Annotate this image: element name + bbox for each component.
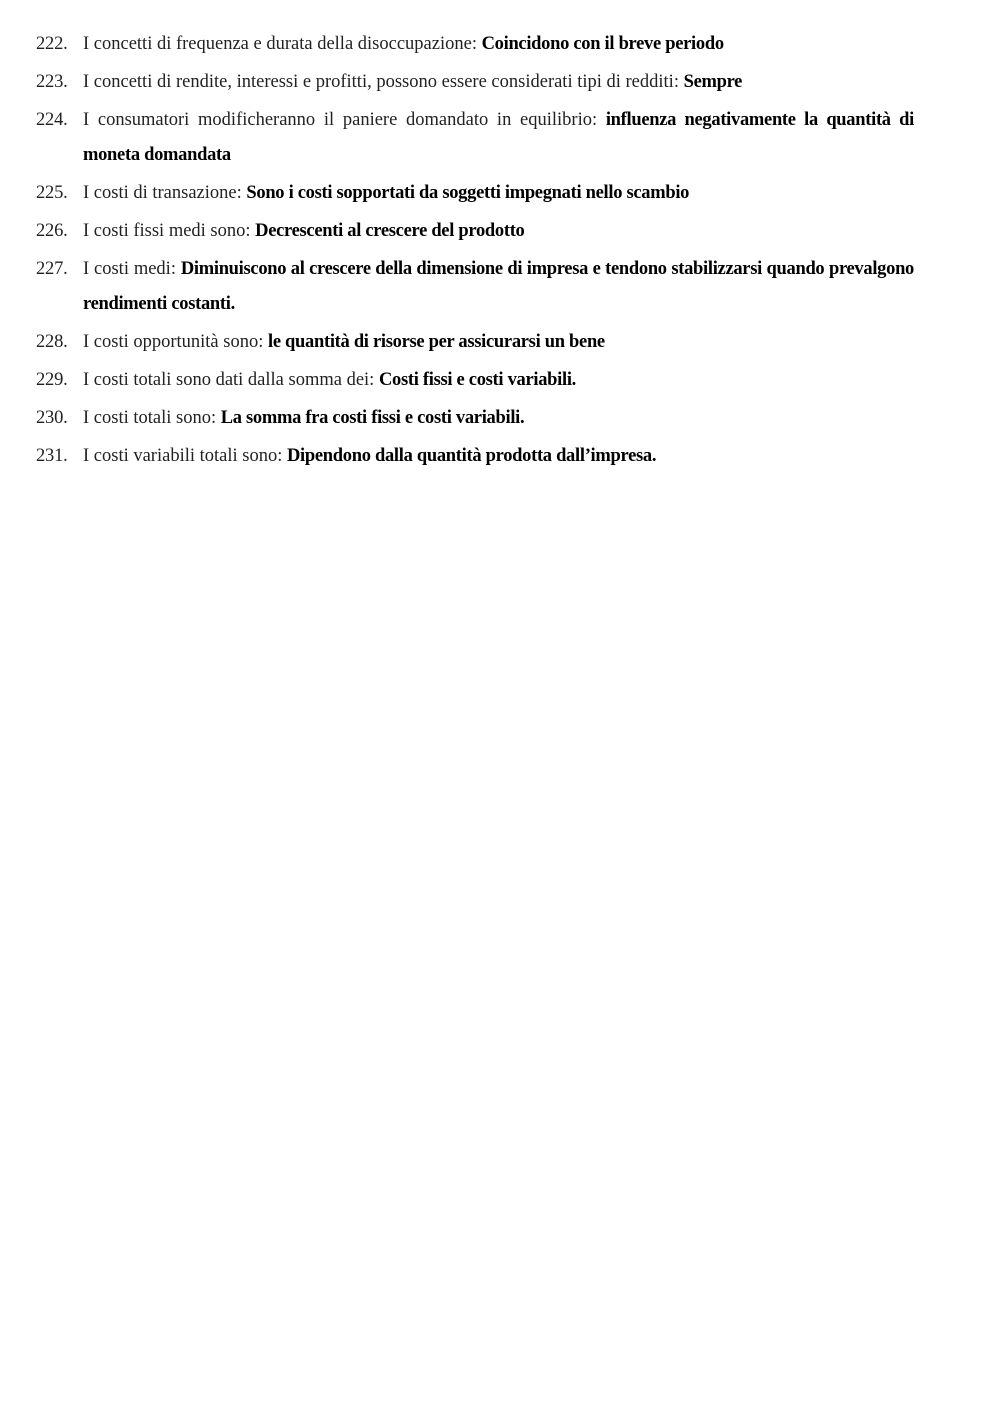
question-text: I costi totali sono dati dalla somma dei:: [83, 370, 375, 390]
question-text: I consumatori modificheranno il paniere domandato in equilibrio:: [83, 110, 598, 130]
list-item-230: [36, 401, 914, 436]
answer-text: Decrescenti al crescere del prodotto: [255, 221, 525, 241]
question-text: I concetti di frequenza e durata della disoccupazione:: [83, 34, 477, 54]
item-number: 226.: [36, 221, 68, 241]
item-number: 228.: [36, 332, 68, 352]
list-item-222: [36, 27, 914, 62]
question-text: I costi variabili totali sono:: [83, 446, 283, 466]
item-number: 230.: [36, 408, 68, 428]
answer-text: influenza negativamente la quantità di moneta domandata: [83, 110, 914, 165]
answer-text: Sempre: [683, 72, 743, 92]
answer-text: La somma fra costi fissi e costi variabili.: [220, 408, 525, 428]
answer-text: Coincidono con il breve periodo: [481, 34, 724, 54]
list-item-225: [36, 176, 914, 211]
item-number: 229.: [36, 370, 68, 390]
question-text: I costi medi:: [83, 259, 176, 279]
answer-text: Dipendono dalla quantità prodotta dall’impresa.: [286, 446, 657, 466]
item-number: 224.: [36, 110, 68, 130]
question-text: I costi opportunità sono:: [83, 332, 264, 352]
question-answer-list: [36, 27, 914, 477]
item-number: 227.: [36, 259, 68, 279]
list-item-223: [36, 65, 914, 100]
list-item-226: [36, 214, 914, 249]
list-item-224: [36, 103, 914, 173]
answer-text: le quantità di risorse per assicurarsi un bene: [267, 332, 605, 352]
item-number: 223.: [36, 72, 68, 92]
answer-text: Diminuiscono al crescere della dimensione di impresa e tendono stabilizzarsi quando prevalgono rendimenti costanti.: [83, 259, 915, 314]
question-text: I costi fissi medi sono:: [83, 221, 251, 241]
list-item-231: [36, 439, 914, 474]
answer-text: Sono i costi sopportati da soggetti impegnati nello scambio: [246, 183, 690, 203]
item-number: 231.: [36, 446, 68, 466]
list-item-228: [36, 325, 914, 360]
item-number: 222.: [36, 34, 68, 54]
item-number: 225.: [36, 183, 68, 203]
list-item-229: [36, 363, 914, 398]
question-text: I costi totali sono:: [83, 408, 217, 428]
question-text: I costi di transazione:: [83, 183, 242, 203]
question-text: I concetti di rendite, interessi e profitti, possono essere considerati tipi di redditi:: [83, 72, 679, 92]
answer-text: Costi fissi e costi variabili.: [378, 370, 577, 390]
list-item-227: [36, 252, 914, 322]
